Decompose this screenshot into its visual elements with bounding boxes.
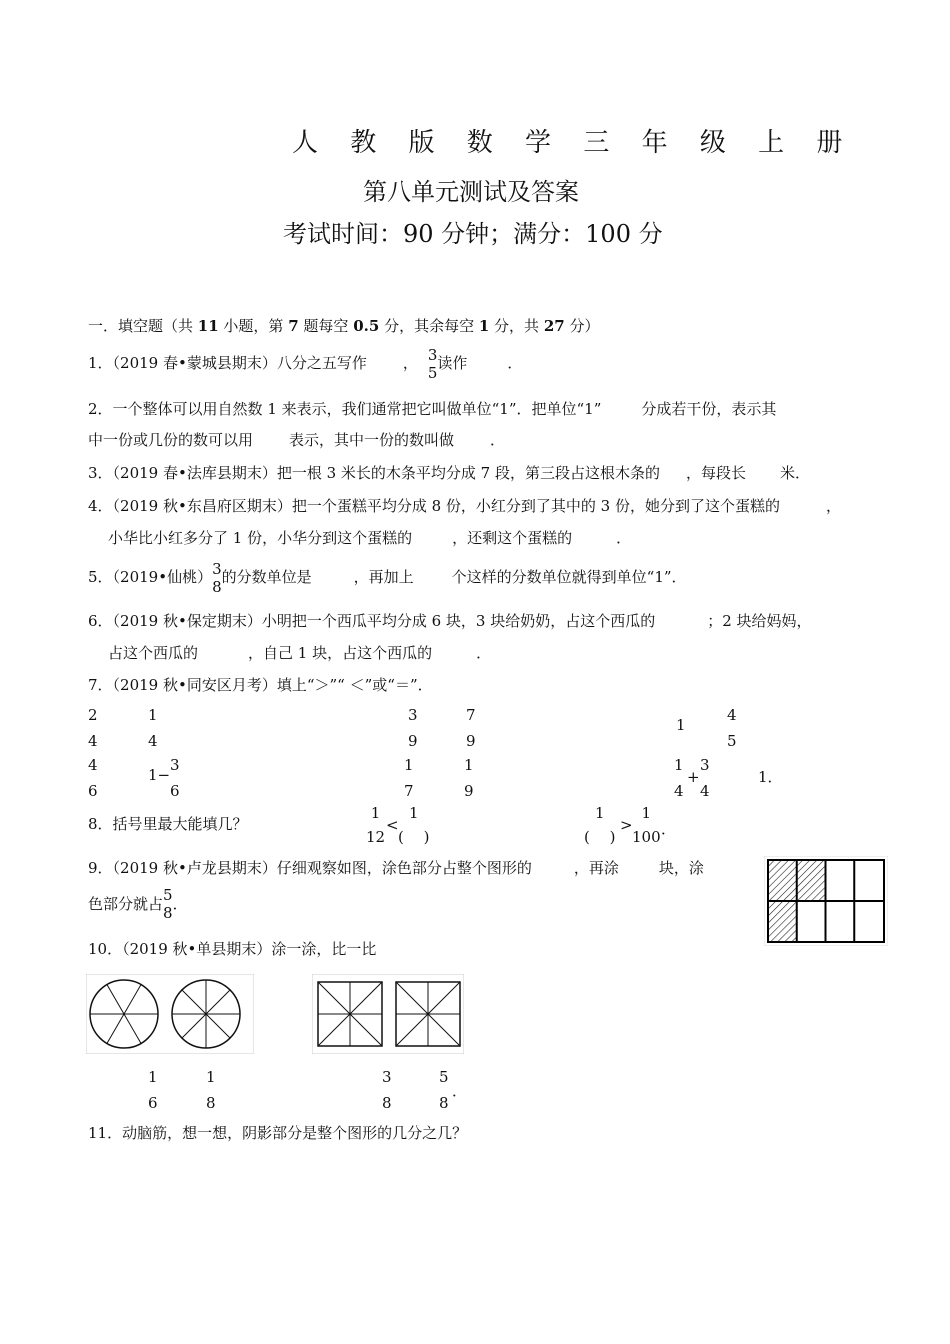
q10-frac1-n: 1 xyxy=(148,1068,158,1086)
section-q7: 7 xyxy=(288,317,299,335)
q5-den: 8 xyxy=(212,578,222,596)
q7-r1c-right xyxy=(727,706,737,750)
q10-frac-3 xyxy=(382,1068,392,1112)
q4-line2c: ． xyxy=(616,529,632,547)
q3-text-c: 米． xyxy=(780,464,811,482)
question-10-prompt: 10．（2019 秋•单县期末）涂一涂，比一比 xyxy=(88,940,377,958)
q8a-d2: ( ) xyxy=(398,828,430,846)
question-7-prompt: 7．（2019 秋•同安区月考）填上“＞”“ ＜”或“＝”． xyxy=(88,676,433,694)
section-mid4: 分，共 xyxy=(489,317,544,335)
q9-den: 8 xyxy=(163,904,173,922)
q8b-op: > xyxy=(620,816,633,834)
section-half: 0.5 xyxy=(353,317,380,335)
q8b-d2: 100 xyxy=(632,828,661,846)
q7-r1b-n2: 7 xyxy=(466,706,476,724)
q10-frac-1 xyxy=(148,1068,158,1112)
section-total: 27 xyxy=(543,317,565,335)
q9-line1a: 9．（2019 秋•卢龙县期末）仔细观察如图，涂色部分占整个图形的 xyxy=(88,859,532,877)
q7-r2a-left xyxy=(88,756,98,800)
q7-r1c-d2: 5 xyxy=(727,732,737,750)
q5-text-b: 的分数单位是 xyxy=(221,568,312,586)
question-4-line1 xyxy=(88,496,841,516)
q4-line1: 4．（2019 秋•东昌府区期末）把一个蛋糕平均分成 8 份，小红分到了其中的 3 份，她分到了这个蛋糕的 xyxy=(88,497,780,515)
document-subtitle: 第八单元测试及答案 xyxy=(363,178,579,206)
q5-num: 3 xyxy=(212,560,222,578)
document-title: 人 教 版 数 学 三 年 级 上 册 xyxy=(292,128,855,158)
q2-line2c: ． xyxy=(490,431,506,449)
q7-r2c-d1: 4 xyxy=(674,782,684,800)
q10-frac1-d: 6 xyxy=(148,1094,158,1112)
q7-r2a-d1: 6 xyxy=(88,782,98,800)
q7-r1b-n1: 3 xyxy=(408,706,418,724)
q1-comma: ， xyxy=(402,354,418,372)
q4-line2b: ，还剩这个蛋糕的 xyxy=(452,529,573,547)
q2-line2a: 中一份或几份的数可以用 xyxy=(88,431,254,449)
q10-frac2-n: 1 xyxy=(206,1068,216,1086)
q7-r1c-whole: 1 xyxy=(676,716,686,734)
question-9-line2 xyxy=(88,886,188,922)
q7-r1b-right xyxy=(466,706,476,750)
section-suffix: 分） xyxy=(564,317,600,335)
section-one: 1 xyxy=(478,317,490,335)
q9-dot: ． xyxy=(172,895,188,913)
q7-r1a-d2: 4 xyxy=(148,732,158,750)
q2-line2b: 表示，其中一份的数叫做 xyxy=(289,431,455,449)
q9-cell-shaded-3 xyxy=(768,901,797,942)
q10-frac-4 xyxy=(439,1068,449,1112)
section-mid2: 题每空 xyxy=(298,317,354,335)
section-mid3: 分，其余每空 xyxy=(379,317,479,335)
q7-r1c-n2: 4 xyxy=(727,706,737,724)
q7-r2c-n2: 3 xyxy=(700,756,710,774)
q8a-op: < xyxy=(386,816,399,834)
q10-squares-figure xyxy=(312,974,464,1054)
q7-r2a-pre: 1− xyxy=(148,766,171,784)
q10-frac2-d: 8 xyxy=(206,1094,216,1112)
q7-r2b-n2: 1 xyxy=(464,756,474,774)
q10-circles-figure xyxy=(86,974,254,1054)
q7-r1b-left xyxy=(408,706,418,750)
q7-r2a-n1: 4 xyxy=(88,756,98,774)
question-4-line2 xyxy=(108,528,631,548)
question-2-line1 xyxy=(88,399,776,419)
q9-line2: 色部分就占 xyxy=(88,895,164,913)
q8a-right xyxy=(398,804,429,846)
q2-line1a: 2．一个整体可以用自然数 1 来表示，我们通常把它叫做单位“1”．把单位“1” xyxy=(88,400,602,418)
question-2-line2 xyxy=(88,430,505,450)
q7-r2b-left xyxy=(404,756,414,800)
q8a-d1: 12 xyxy=(366,828,386,846)
q10-square-1 xyxy=(318,982,382,1046)
q7-r1a-n2: 1 xyxy=(148,706,158,724)
question-6-line2 xyxy=(108,643,491,663)
q5-text-c: ，再加上 xyxy=(353,568,414,586)
q9-line1c: 块，涂 xyxy=(658,859,704,877)
question-1 xyxy=(88,346,522,382)
q4-line2a: 小华比小红多分了 1 份，小华分到这个蛋糕的 xyxy=(108,529,413,547)
question-6-line1 xyxy=(88,611,812,631)
q9-num: 5 xyxy=(163,886,173,904)
q7-r1a-d1: 4 xyxy=(88,732,98,750)
q5-fraction xyxy=(212,560,222,596)
q1-fraction xyxy=(428,346,438,382)
q7-r2b-d2: 9 xyxy=(464,782,474,800)
section-mid1: 小题，第 xyxy=(218,317,289,335)
q7-r2a-n2: 3 xyxy=(170,756,180,774)
section-prefix: 一．填空题（共 xyxy=(88,317,198,335)
q10-frac-2 xyxy=(206,1068,216,1112)
q7-r2b-right xyxy=(464,756,474,800)
q7-r2c-op: + xyxy=(687,768,700,786)
q3-text-a: 3．（2019 春•法库县期末）把一根 3 米长的木条平均分成 7 段，第三段占这根木条的 xyxy=(88,464,660,482)
q5-text-d: 个这样的分数单位就得到单位“1”． xyxy=(451,568,687,586)
q1-den: 5 xyxy=(427,364,438,382)
q8b-n2: 1 xyxy=(641,804,652,822)
q10-frac4-n: 5 xyxy=(439,1068,449,1086)
q6-line1b: ；2 块给妈妈， xyxy=(707,612,812,630)
q5-text-a: 5．（2019•仙桃） xyxy=(88,568,213,586)
q7-r1b-d1: 9 xyxy=(408,732,418,750)
q7-r1b-d2: 9 xyxy=(466,732,476,750)
q1-period: ． xyxy=(507,354,523,372)
q10-frac3-n: 3 xyxy=(382,1068,392,1086)
q9-grid-figure xyxy=(764,856,888,946)
question-8-prompt: 8．括号里最大能填几？ xyxy=(88,815,248,833)
q7-r1a-left xyxy=(88,706,98,750)
question-11-prompt: 11．动脑筋，想一想，阴影部分是整个图形的几分之几？ xyxy=(88,1124,468,1142)
q10-frac3-d: 8 xyxy=(382,1094,392,1112)
q8b-right xyxy=(632,804,661,846)
q9-fraction xyxy=(163,886,173,922)
q10-square-2 xyxy=(396,982,460,1046)
q7-r2b-d1: 7 xyxy=(404,782,414,800)
q7-r1a-right xyxy=(148,706,158,750)
q7-r2a-d2: 6 xyxy=(170,782,180,800)
q10-dot: ． xyxy=(452,1082,468,1100)
q7-r2a-right xyxy=(170,756,180,800)
q3-text-b: ，每段长 xyxy=(686,464,747,482)
question-9-line1 xyxy=(88,858,704,878)
question-5 xyxy=(88,560,687,596)
q7-r1a-n1: 2 xyxy=(88,706,98,724)
q10-circle-eighths xyxy=(172,980,240,1048)
q10-frac4-d: 8 xyxy=(439,1094,449,1112)
q6-line2a: 占这个西瓜的 xyxy=(108,644,199,662)
q1-text-c: 读作 xyxy=(437,354,468,372)
q7-r2c-n1: 1 xyxy=(674,756,684,774)
q7-r2c-left xyxy=(674,756,684,800)
q1-num: 3 xyxy=(427,346,438,364)
q6-line1a: 6．（2019 秋•保定期末）小明把一个西瓜平均分成 6 块，3 块给奶奶，占这个西瓜的 xyxy=(88,612,656,630)
q4-comma: ， xyxy=(826,497,842,515)
q1-text-a: 1．（2019 春•蒙城县期末）八分之五写作 xyxy=(88,354,367,372)
q2-line1b: 分成若干份，表示其 xyxy=(641,400,777,418)
q7-r2b-n1: 1 xyxy=(404,756,414,774)
q9-cell-shaded-1 xyxy=(768,860,797,901)
q8a-n2: 1 xyxy=(408,804,419,822)
q6-line2c: ． xyxy=(476,644,492,662)
exam-info: 考试时间：90 分钟；满分：100 分 xyxy=(283,220,663,248)
section-count: 11 xyxy=(197,317,219,335)
question-3 xyxy=(88,463,810,483)
q8-dot: ． xyxy=(661,820,677,838)
section-heading xyxy=(88,316,599,336)
q7-r2c-d2: 4 xyxy=(700,782,710,800)
q8b-d1: ( ) xyxy=(584,828,616,846)
q6-line2b: ，自己 1 块，占这个西瓜的 xyxy=(248,644,433,662)
q7-r2c-rhs: 1． xyxy=(758,768,783,786)
q8b-left xyxy=(584,804,615,846)
q8a-n1: 1 xyxy=(370,804,381,822)
q7-r2c-right xyxy=(700,756,710,800)
q8b-n1: 1 xyxy=(594,804,605,822)
q8a-left xyxy=(366,804,385,846)
q9-cell-shaded-2 xyxy=(797,860,826,901)
q9-line1b: ，再涂 xyxy=(573,859,619,877)
